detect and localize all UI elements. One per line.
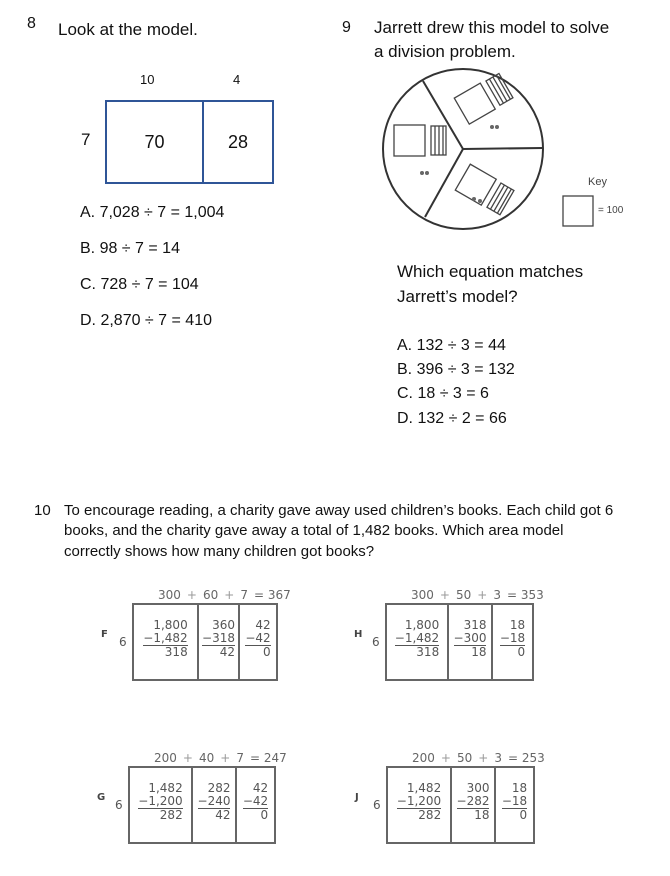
area-model-top-labels [158,588,297,602]
remainder: 318 [164,645,188,659]
subtrahend: −318 [202,631,235,645]
key-square-icon [563,196,593,226]
remainder: 18 [471,645,487,659]
area-model-cell [496,768,533,842]
partial-quotient: 3 [494,751,502,765]
remainder: 42 [219,645,235,659]
area-model-cell: 28 [227,131,249,152]
plus-sign: + [477,588,488,602]
remainder: 318 [416,645,440,659]
area-model-top-labels [411,588,550,602]
model-top-label-ones: 4 [233,72,241,87]
q9-option-a[interactable]: A. 132 ÷ 3 = 44 [397,337,506,354]
subtrahend: −1,482 [143,631,188,645]
subtraction [395,619,439,679]
area-model-grid [132,603,278,681]
dividend: 1,482 [148,781,183,795]
area-model-cell [193,768,237,842]
area-model-grid [128,766,276,844]
divisor: 6 [119,635,127,649]
partial-quotient: 3 [493,588,501,602]
pie-divider [463,148,543,149]
subtraction [454,619,487,679]
question-9-number: 9 [342,19,351,36]
choice-letter: H [354,629,363,640]
question-10-prompt-line: To encourage reading, a charity gave away used children’s books. Each child got 6 [64,502,614,519]
area-model-cell [388,768,452,842]
subtrahend: −300 [453,631,487,645]
divisor: 6 [372,635,380,649]
remainder: 282 [159,808,183,822]
hundreds-flat-left [394,125,425,156]
area-model-cell [493,605,532,679]
subtrahend: −1,200 [138,794,183,808]
dividend: 318 [463,618,487,632]
dividend: 42 [255,618,271,632]
key-label: Key [588,176,607,188]
q8-option-a[interactable]: A. 7,028 ÷ 7 = 1,004 [80,204,225,221]
area-model-cell [199,605,240,679]
question-9-prompt-line: Jarrett drew this model to solve [374,18,610,37]
area-model-cell [449,605,493,679]
answer-choice-f[interactable] [101,588,291,681]
subtraction [397,782,441,842]
plus-sign: + [478,751,489,765]
divisor: 6 [115,798,123,812]
plus-sign: + [220,751,231,765]
quotient-total: = 253 [507,751,545,765]
area-model-cell [130,768,193,842]
subtrahend: −282 [456,794,490,808]
plus-sign: + [186,588,197,602]
area-model-cell: 70 [107,102,204,182]
area-model-cell [387,605,449,679]
quotient-total: = 367 [253,588,291,602]
question-9-question-line: Jarrett’s model? [397,287,518,306]
subtrahend: −1,482 [394,631,440,645]
area-model-top-labels [412,751,551,765]
area-model-cell [237,768,274,842]
subtraction [457,782,490,842]
dividend: 360 [212,618,235,632]
question-8-number: 8 [27,15,36,32]
remainder: 0 [519,808,528,822]
area-model-cell [452,768,496,842]
plus-sign: + [440,751,451,765]
plus-sign: + [439,588,450,602]
choice-letter: J [355,792,359,803]
subtrahend: −1,200 [396,794,442,808]
partial-quotient: 50 [456,751,473,765]
model-side-label: 7 [81,130,91,149]
remainder: 282 [418,808,442,822]
partial-quotient: 200 [412,751,435,765]
subtraction [500,619,525,679]
question-8-prompt: Look at the model. [58,20,198,39]
q8-option-b[interactable]: B. 98 ÷ 7 = 14 [80,240,180,257]
key-value: = 100 [598,205,624,216]
pie-divider [425,149,463,217]
area-model-grid [386,766,535,844]
subtrahend: −42 [245,631,271,645]
subtraction [502,782,527,842]
q8-option-d[interactable]: D. 2,870 ÷ 7 = 410 [80,312,212,329]
partial-quotient: 7 [240,588,248,602]
area-model-cell [240,605,276,679]
ones-cubes [420,125,499,203]
choice-letter: F [101,629,108,640]
partial-quotient: 200 [154,751,177,765]
q9-option-c[interactable]: C. 18 ÷ 3 = 6 [397,385,489,402]
area-model-top-labels [154,751,293,765]
area-model-grid [385,603,534,681]
question-9-prompt-line: a division problem. [374,42,516,61]
dividend: 300 [466,781,490,795]
choice-letter: G [97,792,106,803]
partial-quotient: 50 [455,588,472,602]
area-model-cell [134,605,199,679]
question-10-number: 10 [34,502,51,519]
dividend: 1,800 [404,618,440,632]
subtrahend: −18 [501,794,528,808]
plus-sign: + [224,588,235,602]
partial-quotient: 60 [202,588,219,602]
remainder: 42 [215,808,231,822]
remainder: 0 [263,645,271,659]
hundreds-flat-bottom [455,164,514,215]
quotient-total: = 247 [249,751,287,765]
divisor: 6 [373,798,381,812]
question-10-prompt-line: correctly shows how many children got books? [64,543,375,560]
question-10-prompt-line: books, and the charity gave away a total of 1,482 books. Which area model [64,522,564,539]
quotient-total: = 353 [506,588,544,602]
dividend: 1,482 [406,781,442,795]
subtraction [198,782,231,842]
subtraction [245,619,270,679]
subtrahend: −240 [197,794,231,808]
remainder: 0 [260,808,269,822]
q9-option-d[interactable]: D. 132 ÷ 2 = 66 [397,410,507,427]
tens-rods-left [431,126,446,155]
question-9-question-line: Which equation matches [397,262,584,281]
partial-quotient: 40 [198,751,215,765]
q9-option-b[interactable]: B. 396 ÷ 3 = 132 [397,361,515,378]
plus-sign: + [182,751,193,765]
dividend: 1,800 [153,618,188,632]
answer-choice-h[interactable] [354,588,544,681]
partial-quotient: 7 [236,751,244,765]
partial-quotient: 300 [411,588,434,602]
subtraction [202,619,235,679]
remainder: 0 [517,645,526,659]
answer-choice-g[interactable] [97,751,287,844]
dividend: 42 [252,781,269,795]
remainder: 18 [474,808,490,822]
subtraction [138,782,182,842]
subtrahend: −42 [242,794,269,808]
area-model [105,100,274,184]
model-top-label-tens: 10 [140,72,155,87]
answer-choice-j[interactable] [355,751,545,844]
subtrahend: −18 [499,631,526,645]
q8-option-c[interactable]: C. 728 ÷ 7 = 104 [80,276,199,293]
partial-quotient: 300 [158,588,181,602]
dividend: 18 [509,618,526,632]
subtraction [143,619,187,679]
subtraction [243,782,268,842]
dividend: 282 [207,781,231,795]
dividend: 18 [511,781,528,795]
